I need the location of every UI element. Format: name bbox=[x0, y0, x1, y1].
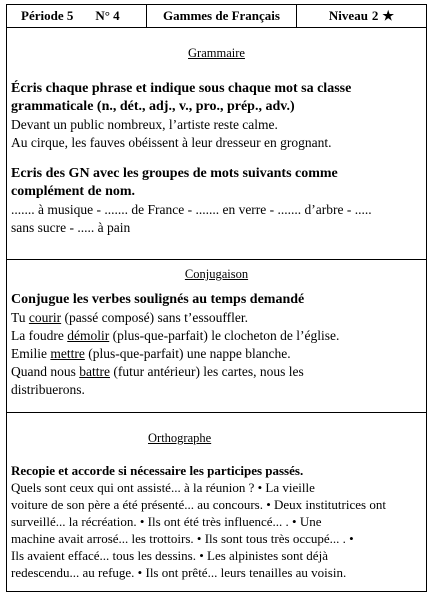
exercise1-instruction-line1: Écris chaque phrase et indique sous chaque mot sa classe bbox=[11, 81, 352, 96]
grammaire-title: Grammaire bbox=[188, 46, 245, 60]
orthographe-content bbox=[11, 462, 422, 581]
worksheet-header bbox=[7, 5, 426, 28]
orthographe-line: voiture de son père a été présenté... au concours. • Deux institutrices ont bbox=[11, 497, 386, 512]
item-text: (passé composé) sans t’essouffler. bbox=[61, 310, 248, 325]
item-text: (plus-que-parfait) le clocheton de l’église. bbox=[109, 328, 340, 343]
conjugaison-item bbox=[11, 363, 422, 381]
star-icon: ★ bbox=[382, 8, 395, 23]
conjugaison-instruction: Conjugue les verbes soulignés au temps demandé bbox=[11, 292, 305, 307]
underlined-verb: démolir bbox=[67, 328, 110, 343]
item-text: Emilie bbox=[11, 346, 51, 361]
orthographe-line: redescendu... au refuge. • Ils ont prêté... leurs tenailles au voisin. bbox=[11, 565, 347, 580]
item-text: La foudre bbox=[11, 328, 68, 343]
exercise2-line1: ....... à musique - ....... de France - ....... en verre - ....... d’arbre - ..... bbox=[11, 202, 372, 217]
underlined-verb: mettre bbox=[50, 346, 85, 361]
conjugaison-item bbox=[11, 327, 422, 345]
underlined-verb: courir bbox=[28, 310, 62, 325]
level-cell bbox=[297, 5, 426, 27]
orthographe-line: Quels sont ceux qui ont assisté... à la réunion ? • La vieille bbox=[11, 480, 315, 495]
level-value: 2 bbox=[371, 8, 379, 23]
conjugaison-item bbox=[11, 309, 422, 327]
exercise1-sentence1: Devant un public nombreux, l’artiste reste calme. bbox=[11, 117, 278, 132]
item-text: (plus-que-parfait) une nappe blanche. bbox=[84, 346, 291, 361]
orthographe-line: surveillé... la récréation. • Ils ont été très influencé... . • Une bbox=[11, 514, 322, 529]
level-label: Niveau bbox=[328, 8, 368, 23]
conjugaison-content bbox=[11, 291, 422, 399]
conjugaison-item bbox=[11, 345, 422, 363]
conjugaison-title: Conjugaison bbox=[184, 267, 249, 281]
worksheet bbox=[6, 4, 427, 592]
grammaire-content bbox=[11, 80, 422, 237]
exercise2-line2: sans sucre - ..... à pain bbox=[11, 220, 131, 235]
exercise2-instruction-line2: complément de nom. bbox=[11, 184, 136, 199]
exercise1-instruction-line2: grammaticale (n., dét., adj., v., pro., prép., adv.) bbox=[11, 99, 295, 114]
item-text: Tu bbox=[11, 310, 29, 325]
period-cell bbox=[7, 5, 147, 27]
orthographe-line: machine avait arrosé... les trottoirs. • Ils sont tous très occupé... . • bbox=[11, 531, 354, 546]
conjugaison-section bbox=[7, 260, 426, 413]
item-text: (futur antérieur) les cartes, nous les bbox=[109, 364, 304, 379]
orthographe-title: Orthographe bbox=[148, 431, 212, 445]
item-text: Quand nous bbox=[11, 364, 80, 379]
conjugaison-continuation: distribuerons. bbox=[11, 382, 85, 397]
orthographe-section bbox=[7, 413, 426, 594]
underlined-verb: battre bbox=[79, 364, 110, 379]
sheet-number: N° 4 bbox=[95, 8, 120, 23]
exercise1-sentence2: Au cirque, les fauves obéissent à leur dresseur en grognant. bbox=[11, 135, 332, 150]
period-label: Période 5 bbox=[21, 8, 74, 23]
orthographe-instruction: Recopie et accorde si nécessaire les participes passés. bbox=[11, 463, 304, 478]
exercise2-instruction-line1: Ecris des GN avec les groupes de mots suivants comme bbox=[11, 166, 338, 181]
sheet-title: Gammes de Français bbox=[163, 8, 280, 23]
orthographe-line: Ils avaient effacé... tous les dessins. • Les alpinistes sont déjà bbox=[11, 548, 328, 563]
title-cell bbox=[147, 5, 297, 27]
grammaire-section bbox=[7, 28, 426, 260]
